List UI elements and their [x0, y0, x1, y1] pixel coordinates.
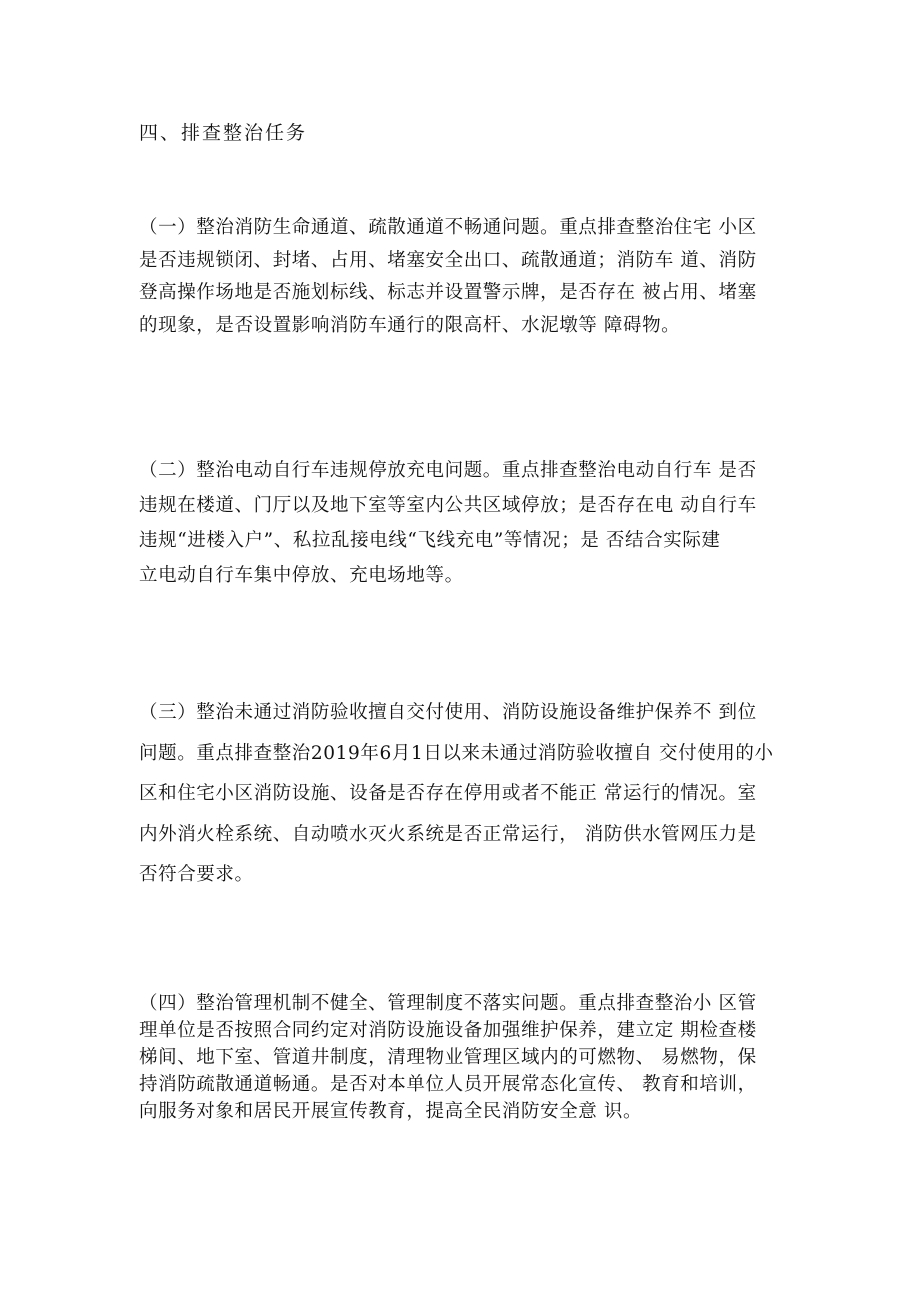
text-line: （四）整治管理机制不健全、管理制度不落实问题。重点排查整治小 区管 [139, 993, 757, 1014]
paragraph-fire-acceptance [139, 693, 787, 896]
paragraph-management [139, 990, 787, 1125]
text-line: 理单位是否按照合同约定对消防设施设备加强维护保养，建立定 期检查楼 [139, 1020, 757, 1041]
text-line: 的现象，是否设置影响消防车通行的限高杆、水泥墩等 障碍物。 [139, 314, 681, 336]
text-line: 违规在楼道、门厅以及地下室等室内公共区域停放；是否存在电 动自行车 [139, 495, 757, 516]
text-line: 违规“进楼入户”、私拉乱接电线“飞线充电”等情况；是 否结合实际建 [139, 530, 721, 551]
text-line: 内外消火栓系统、自动喷水灭火系统是否正常运行， 消防供水管网压力是 [139, 823, 757, 845]
text-line: （二）整治电动自行车违规停放充电问题。重点排查整治电动自行车 是否 [139, 460, 757, 481]
text-line: （三）整治未通过消防验收擅自交付使用、消防设施设备维护保养不 到位 [139, 702, 757, 723]
text-line: 向服务对象和居民开展宣传教育，提高全民消防安全意 识。 [139, 1101, 643, 1122]
paragraph-fire-lanes [139, 212, 787, 342]
text-line: 是否违规锁闭、封堵、占用、堵塞安全出口、疏散通道；消防车 道、消防 [139, 249, 757, 271]
paragraph-e-bike-charging [139, 453, 787, 593]
text-line: 登高操作场地是否施划标线、标志并设置警示牌，是否存在 被占用、堵塞 [139, 282, 757, 303]
text-line: 否符合要求。 [139, 864, 254, 885]
text-line: 持消防疏散通道畅通。是否对本单位人员开展常态化宣传、 教育和培训， [139, 1074, 757, 1095]
section-heading: 四、排查整治任务 [139, 122, 308, 144]
text-line: 梯间、地下室、管道井制度，清理物业管理区域内的可燃物、 易燃物，保 [139, 1047, 757, 1068]
text-line: 立电动自行车集中停放、充电场地等。 [139, 565, 464, 586]
text-line: 区和住宅小区消防设施、设备是否存在停用或者不能正 常运行的情况。室 [139, 783, 757, 804]
text-line: （一）整治消防生命通道、疏散通道不畅通问题。重点排查整治住宅 小区 [139, 217, 757, 238]
text-line: 问题。重点排查整治2019年6月1日以来未通过消防验收擅自 交付使用的小 [139, 742, 774, 764]
